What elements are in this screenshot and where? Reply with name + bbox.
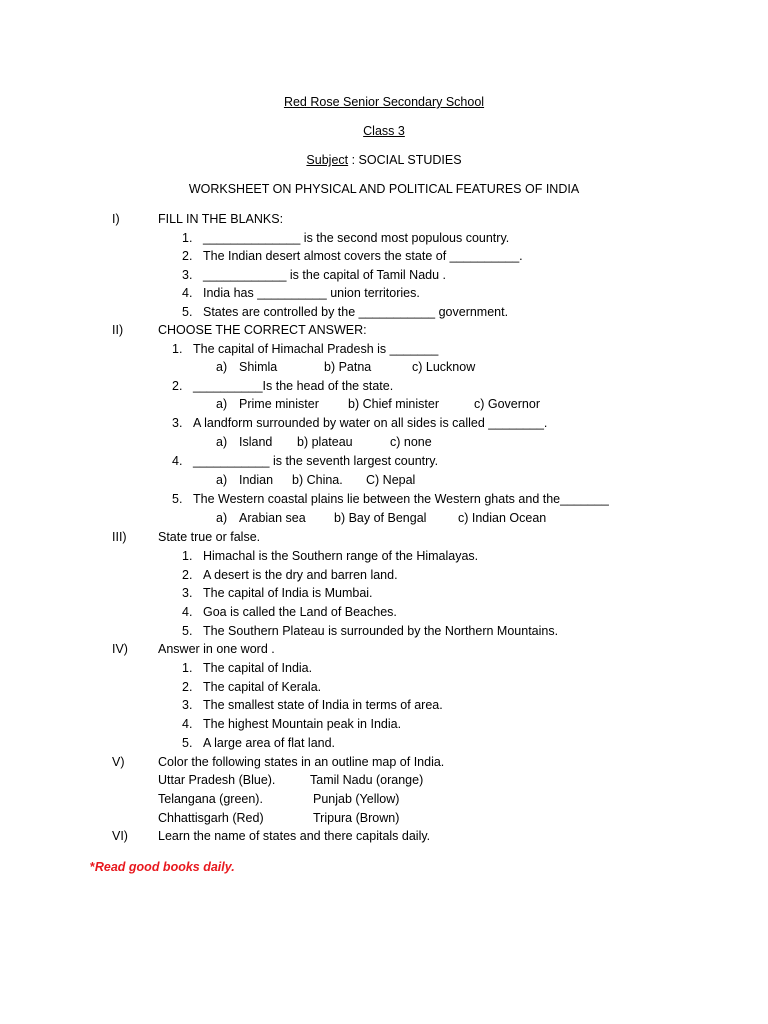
subject-line [0,152,768,168]
s4-item-1-text: The capital of India. [203,661,313,675]
s3-item-1-num: 1. [182,549,193,563]
s2-q2-opt-b: b) Chief minister [348,397,439,411]
s1-item-5-text: States are controlled by the ___________ government. [203,305,509,319]
s4-item-5-num: 5. [182,736,193,750]
s1-item-4-num: 4. [182,286,193,300]
section-5-numeral: V) [112,755,125,769]
section-4-title: Answer in one word . [158,642,275,656]
s5-row-2-right: Punjab (Yellow) [313,792,400,806]
s2-q1-text: The capital of Himachal Pradesh is _______ [193,342,439,356]
s2-q1-opt-a-text: Shimla [239,360,278,374]
subject-value: : SOCIAL STUDIES [348,153,462,167]
s1-item-2-text: The Indian desert almost covers the state of __________. [203,249,523,263]
s2-q1-opt-a: a) [216,360,228,374]
s4-item-5-text: A large area of flat land. [203,736,336,750]
s2-q5-opt-b: b) Bay of Bengal [334,511,427,525]
s2-q4-opt-a: a) [216,473,228,487]
s2-q5-opt-a: a) [216,511,228,525]
s2-q1-opt-b: b) Patna [324,360,372,374]
s2-q2-num: 2. [172,379,183,393]
section-4-numeral: IV) [112,642,128,656]
s2-q3-opt-a-text: Island [239,435,273,449]
s5-row-3-right: Tripura (Brown) [313,811,400,825]
s4-item-2-num: 2. [182,680,193,694]
section-2-title: CHOOSE THE CORRECT ANSWER: [158,323,367,337]
s2-q2-opt-c: c) Governor [474,397,540,411]
s2-q5-opt-c: c) Indian Ocean [458,511,547,525]
s3-item-3-num: 3. [182,586,193,600]
s3-item-2-text: A desert is the dry and barren land. [203,568,398,582]
s2-q4-num: 4. [172,454,183,468]
section-3-numeral: III) [112,530,127,544]
s2-q3-opt-c: c) none [390,435,432,449]
s3-item-4-text: Goa is called the Land of Beaches. [203,605,397,619]
footer-asterisk: * [90,860,95,874]
s1-item-3-num: 3. [182,268,193,282]
section-5-title: Color the following states in an outline map of India. [158,755,445,769]
s2-q4-opt-a-text: Indian [239,473,274,487]
s3-item-5-num: 5. [182,624,193,638]
s1-item-3-text: ____________ is the capital of Tamil Nadu . [203,268,446,282]
s2-q3-opt-b: b) plateau [297,435,353,449]
s2-q4-text: ___________ is the seventh largest country. [193,454,439,468]
s2-q4-opt-b: b) China. [292,473,343,487]
s2-q2-opt-a-text: Prime minister [239,397,319,411]
section-1-numeral: I) [112,212,120,226]
section-1-title: FILL IN THE BLANKS: [158,212,284,226]
s2-q1-opt-c: c) Lucknow [412,360,476,374]
s1-item-4-text: India has __________ union territories. [203,286,420,300]
s5-row-2-left: Telangana (green). [158,792,263,806]
s2-q4-opt-c: C) Nepal [366,473,416,487]
s3-item-3-text: The capital of India is Mumbai. [203,586,373,600]
s4-item-4-num: 4. [182,717,193,731]
s2-q5-text: The Western coastal plains lie between the Western ghats and the_______ [193,492,609,506]
s3-item-5-text: The Southern Plateau is surrounded by the Northern Mountains. [203,624,559,638]
section-6-numeral: VI) [112,829,128,843]
s1-item-5-num: 5. [182,305,193,319]
s2-q3-text: A landform surrounded by water on all sides is called ________. [193,416,548,430]
s2-q5-num: 5. [172,492,183,506]
s3-item-1-text: Himachal is the Southern range of the Himalayas. [203,549,479,563]
section-3-title: State true or false. [158,530,261,544]
worksheet-title: WORKSHEET ON PHYSICAL AND POLITICAL FEATURES OF INDIA [188,182,580,196]
s1-item-2-num: 2. [182,249,193,263]
s5-row-3-left: Chhattisgarh (Red) [158,811,264,825]
class-label: Class 3 [363,124,405,138]
s2-q2-text: __________Is the head of the state. [193,379,394,393]
s4-item-3-num: 3. [182,698,193,712]
s2-q2-opt-a: a) [216,397,228,411]
s4-item-3-text: The smallest state of India in terms of area. [203,698,443,712]
s4-item-1-num: 1. [182,661,193,675]
footer-note-text: Read good books daily. [94,860,235,874]
school-name: Red Rose Senior Secondary School [283,95,485,109]
s3-item-4-num: 4. [182,605,193,619]
section-6-title: Learn the name of states and there capitals daily. [158,829,431,843]
s5-row-1-right: Tamil Nadu (orange) [310,773,424,787]
footer-note [90,859,235,875]
s2-q5-opt-a-text: Arabian sea [239,511,306,525]
subject-label: Subject [306,153,349,167]
s1-item-1-text: ______________ is the second most populous country. [203,231,510,245]
s4-item-2-text: The capital of Kerala. [203,680,322,694]
s2-q3-opt-a: a) [216,435,228,449]
s2-q3-num: 3. [172,416,183,430]
s3-item-2-num: 2. [182,568,193,582]
s4-item-4-text: The highest Mountain peak in India. [203,717,402,731]
section-2-numeral: II) [112,323,124,337]
s2-q1-num: 1. [172,342,183,356]
s5-row-1-left: Uttar Pradesh (Blue). [158,773,276,787]
s1-item-1-num: 1. [182,231,193,245]
